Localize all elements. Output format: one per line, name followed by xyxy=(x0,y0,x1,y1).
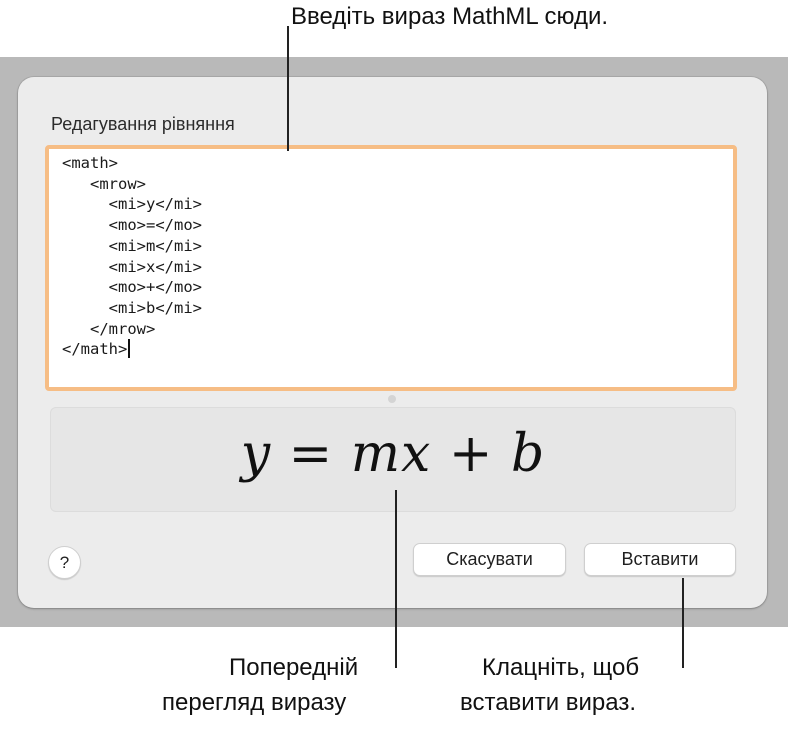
mathml-code[interactable]: <math> <mrow> <mi>y</mi> <mo>=</mo> <mi>m</mi> <mi>x</mi> <mo>+</mo> <mi>b</mi> </mrow> </math> xyxy=(62,154,202,359)
equation-dialog xyxy=(18,77,767,608)
callout-line-editor xyxy=(287,26,289,151)
formula-x: x xyxy=(401,424,432,484)
callout-line-preview xyxy=(395,490,397,668)
formula-render xyxy=(51,424,735,484)
help-button[interactable]: ? xyxy=(48,546,81,579)
callout-insert-line2: вставити вираз. xyxy=(460,689,637,716)
callout-preview-line2: перегляд виразу xyxy=(162,689,347,716)
formula-m: m xyxy=(350,424,402,484)
text-caret xyxy=(128,339,130,358)
callout-line-insert xyxy=(682,578,684,668)
resize-handle[interactable] xyxy=(388,395,396,403)
insert-button[interactable]: Вставити xyxy=(584,543,736,576)
dialog-title: Редагування рівняння xyxy=(51,114,235,134)
formula-b: b xyxy=(511,424,546,484)
mathml-editor[interactable] xyxy=(45,145,737,391)
cancel-button[interactable]: Скасувати xyxy=(413,543,566,576)
formula-equals: = xyxy=(288,424,334,484)
callout-top: Введіть вираз MathML сюди. xyxy=(291,3,609,30)
equation-preview xyxy=(50,407,736,512)
callout-insert-line1: Клацніть, щоб xyxy=(482,654,640,681)
formula-y: y xyxy=(240,424,272,484)
callout-preview-line1: Попередній xyxy=(229,654,359,681)
formula-plus: + xyxy=(448,424,494,484)
